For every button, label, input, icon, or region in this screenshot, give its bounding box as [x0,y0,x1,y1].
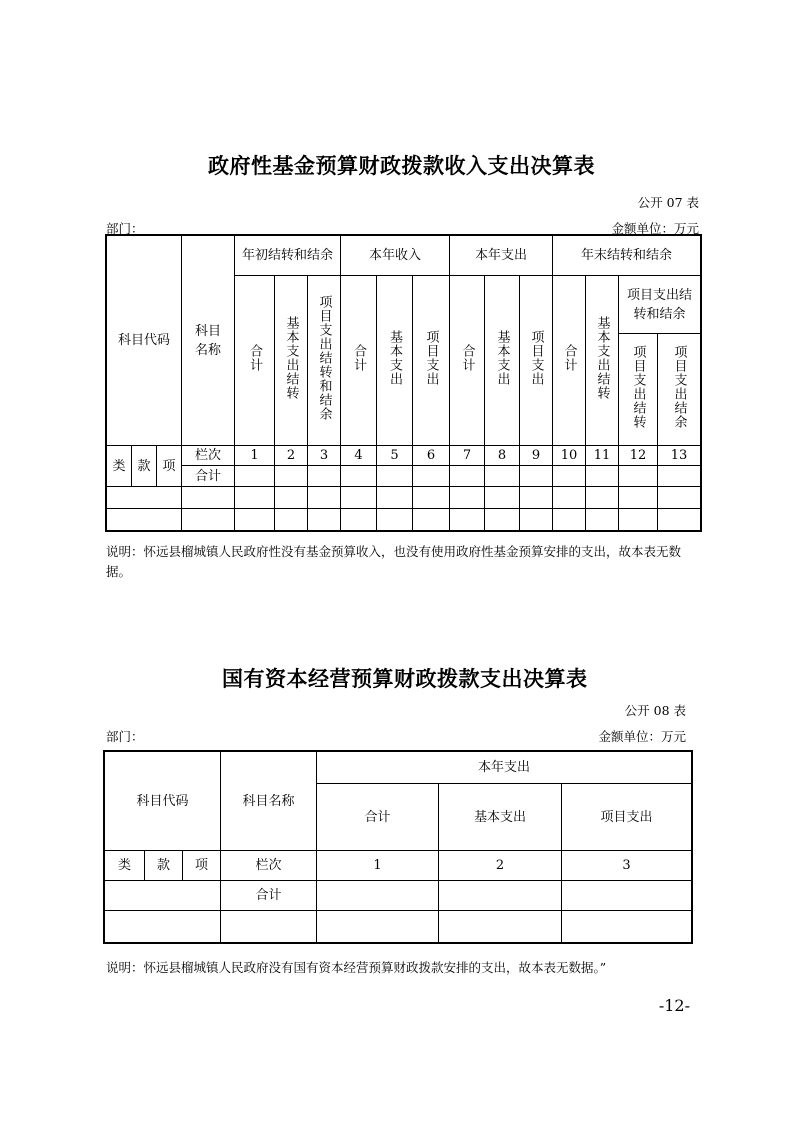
group-begin-balance: 年初结转和结余 [235,236,341,276]
col-begin-project: 项目支出结转和结余 [308,276,341,446]
num-cell: 1 [235,446,275,466]
header-code: 科目代码 [107,236,182,446]
col-begin-total: 合计 [235,276,275,446]
table-row [105,911,692,943]
row-xiang: 项 [183,851,221,881]
col-end-basic: 基本支出结转 [586,276,619,446]
num-cell: 3 [562,851,692,881]
table08-title: 国有资本经营预算财政拨款支出决算表 [222,666,588,691]
header-code: 科目代码 [105,752,221,851]
header-name: 科目名称 [221,752,317,851]
col-end-project-remain: 项目支出结余 [658,334,701,446]
group-income: 本年收入 [341,236,450,276]
col-total: 合计 [317,784,439,851]
col-begin-basic: 基本支出结转 [275,276,308,446]
num-cell: 4 [341,446,377,466]
row-lei: 类 [105,851,145,881]
col-income-project: 项目支出 [413,276,450,446]
num-cell: 7 [450,446,485,466]
num-cell: 2 [275,446,308,466]
row-kuan: 款 [145,851,183,881]
row-kuan: 款 [132,446,157,487]
num-cell: 13 [658,446,701,466]
header-name: 科目名称 [182,236,235,446]
col-end-total: 合计 [553,276,586,446]
num-cell: 9 [520,446,553,466]
page-number: -12- [658,996,690,1015]
table-row [107,509,701,531]
table07-unit-label: 金额单位：万元 [611,221,699,236]
num-cell: 5 [377,446,413,466]
table08-note: 说明：怀远县榴城镇人民政府没有国有资本经营预算财政拨款安排的支出，故本表无数据。” [106,960,607,975]
table08-unit-label: 金额单位：万元 [598,729,686,744]
table07-note: 说明：怀远县榴城镇人民政府性没有基金预算收入，也没有使用政府性基金预算安排的支出，故本表无数据。 [106,544,682,579]
col-expense-total: 合计 [450,276,485,446]
group-expense: 本年支出 [450,236,553,276]
num-cell: 2 [439,851,562,881]
num-cell: 8 [485,446,520,466]
num-cell: 6 [413,446,450,466]
col-expense-basic: 基本支出 [485,276,520,446]
num-cell: 11 [586,446,619,466]
group-end-balance: 年末结转和结余 [553,236,701,276]
row-heji: 合计 [182,466,235,487]
col-income-total: 合计 [341,276,377,446]
num-cell: 12 [619,446,658,466]
num-cell: 3 [308,446,341,466]
group-end-project: 项目支出结转和结余 [619,276,701,334]
table08-code: 公开 08 表 [624,703,686,718]
row-lanci: 栏次 [221,851,317,881]
table07-title: 政府性基金预算财政拨款收入支出决算表 [208,153,595,178]
table07-code: 公开 07 表 [637,195,699,210]
row-xiang: 项 [157,446,182,487]
table-row [107,487,701,509]
num-cell: 1 [317,851,439,881]
table07-dept-label: 部门： [106,221,144,236]
col-basic: 基本支出 [439,784,562,851]
col-project: 项目支出 [562,784,692,851]
table08 [104,751,692,943]
col-expense-project: 项目支出 [520,276,553,446]
row-heji: 合计 [221,881,317,911]
group-expense: 本年支出 [317,752,692,784]
table07 [106,235,701,531]
table08-dept-label: 部门： [106,729,144,744]
col-end-project-carry: 项目支出结转 [619,334,658,446]
col-income-basic: 基本支出 [377,276,413,446]
row-lanci: 栏次 [182,446,235,466]
row-lei: 类 [107,446,132,487]
num-cell: 10 [553,446,586,466]
